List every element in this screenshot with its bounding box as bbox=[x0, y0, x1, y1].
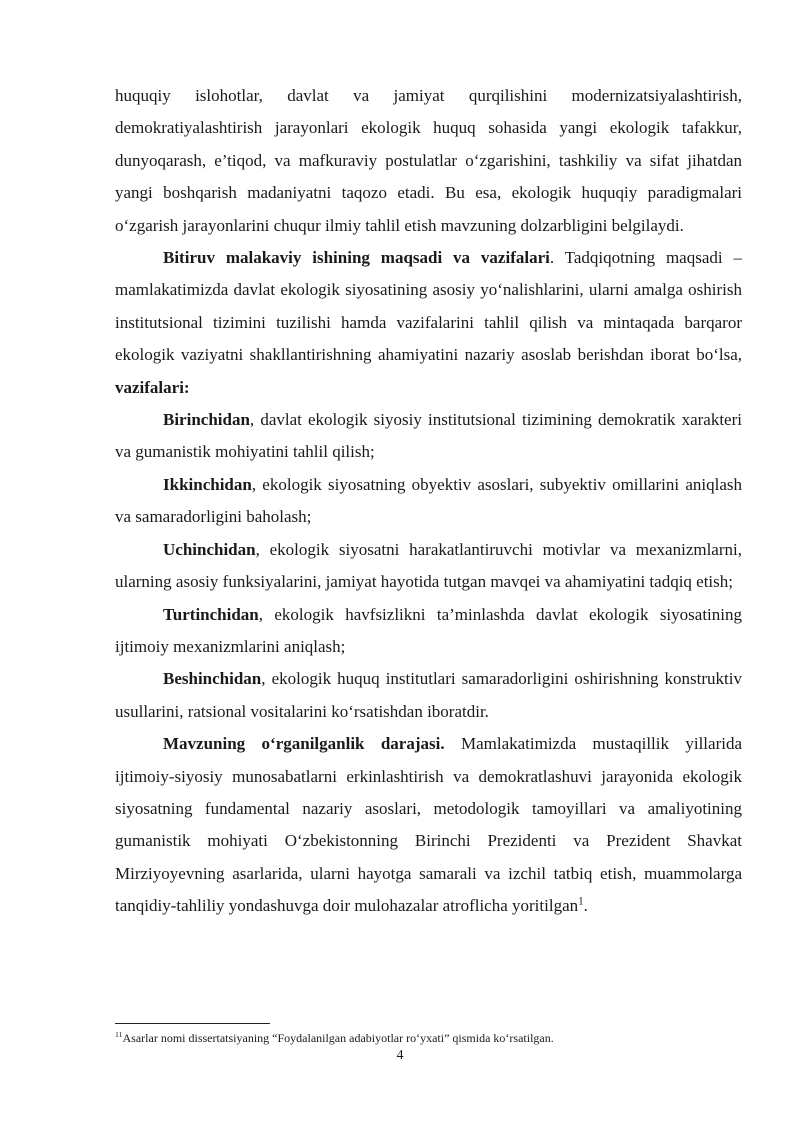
page-number: 4 bbox=[396, 1048, 404, 1063]
paragraph-text: Mamlakatimizda mustaqillik yillarida ijtimoiy-siyosiy munosabatlarni erkinlashtirish va demokratlashuvi jarayonida ekologik siyosatning fundamental nazariy asoslari, metodologik tamoyillari va amaliyotining gumanistik mohiyati O‘zbekistonning Birinchi Prezidenti va Prezident Shavkat Mirziyoyevning asarlarida, ularni hayotga samarali va izchil tatbiq etish, muammolarga tanqidiy-tahliliy yondashuvga doir mulohazalar atroflicha yoritilgan bbox=[115, 734, 743, 916]
task-text: , ekologik havfsizlikni ta’minlashda davlat ekologik siyosatining ijtimoiy mexanizmlarini aniqlash; bbox=[115, 604, 742, 656]
paragraph-end: . bbox=[583, 896, 588, 916]
section-heading: Bitiruv malakaviy ishining maqsadi va vazifalari bbox=[163, 248, 550, 268]
section-heading: Mavzuning o‘rganilganlik darajasi. bbox=[163, 734, 445, 754]
task-item-1 bbox=[115, 404, 742, 469]
task-item-3 bbox=[115, 534, 742, 599]
task-text: , davlat ekologik siyosiy institutsional tizimining demokratik xarakteri va gumanistik mohiyatini tahlil qilish; bbox=[115, 410, 742, 462]
task-label: Beshinchidan bbox=[163, 669, 262, 689]
footnote bbox=[115, 1030, 742, 1046]
task-text: , ekologik siyosatning obyektiv asoslari, subyektiv omillarini aniqlash va samaradorligini baholash; bbox=[115, 474, 742, 527]
paragraph-text: . Tadqiqotning maqsadi – mamlakatimizda davlat ekologik siyosatining asosiy yo‘nalishlarini, ularni amalga oshirish institutsional tizimini tuzilishi hamda vazifalarini tahlil qilish va mintaqada barqaror ekologik vaziyatni shakllantirishning ahamiyatini nazariy asoslab berishdan iborat bo‘lsa, bbox=[115, 248, 742, 365]
task-label: Uchinchidan bbox=[163, 539, 256, 559]
footnote-marker: 11 bbox=[115, 1030, 123, 1039]
footnote-text: Asarlar nomi dissertatsiyaning “Foydalanilgan adabiyotlar ro‘yxati” qismida ko‘rsatilgan. bbox=[122, 1031, 554, 1045]
task-text: , ekologik siyosatni harakatlantiruvchi motivlar va mexanizmlarni, ularning asosiy funksiyalarini, jamiyat hayotida tutgan mavqei va ahamiyatini tadqiq etish; bbox=[115, 539, 742, 592]
tasks-label: vazifalari: bbox=[115, 377, 190, 397]
document-body bbox=[115, 80, 742, 923]
task-item-5 bbox=[115, 663, 742, 728]
task-text: , ekologik huquq institutlari samaradorligini oshirishning konstruktiv usullarini, ratsional vositalarini ko‘rsatishdan iboratdir. bbox=[115, 669, 742, 721]
task-label: Ikkinchidan bbox=[163, 474, 252, 494]
footnote-reference[interactable]: 1 bbox=[578, 895, 584, 908]
paragraph-text: huquqiy islohotlar, davlat va jamiyat qurqilishini modernizatsiyalashtirish, demokratiyalashtirish jarayonlari ekologik huquq sohasida yangi ekologik tafakkur, dunyoqarash, e’tiqod, va mafkuraviy postulatlar o‘zgarishini, tashkiliy va sifat jihatdan yangi boshqarish madaniyatni taqozo etadi. Bu esa, ekologik huquqiy paradigmalari o‘zgarish jarayonlarini chuqur ilmiy tahlil etish mavzuning dolzarbligini belgilaydi. bbox=[115, 86, 742, 235]
task-item-2 bbox=[115, 469, 742, 534]
paragraph-goal bbox=[115, 242, 742, 404]
paragraph-intro bbox=[115, 80, 742, 242]
task-label: Turtinchidan bbox=[163, 604, 259, 624]
task-label: Birinchidan bbox=[163, 410, 250, 430]
paragraph-study-level bbox=[115, 728, 742, 922]
task-item-4 bbox=[115, 599, 742, 664]
footnote-divider bbox=[115, 1023, 270, 1024]
